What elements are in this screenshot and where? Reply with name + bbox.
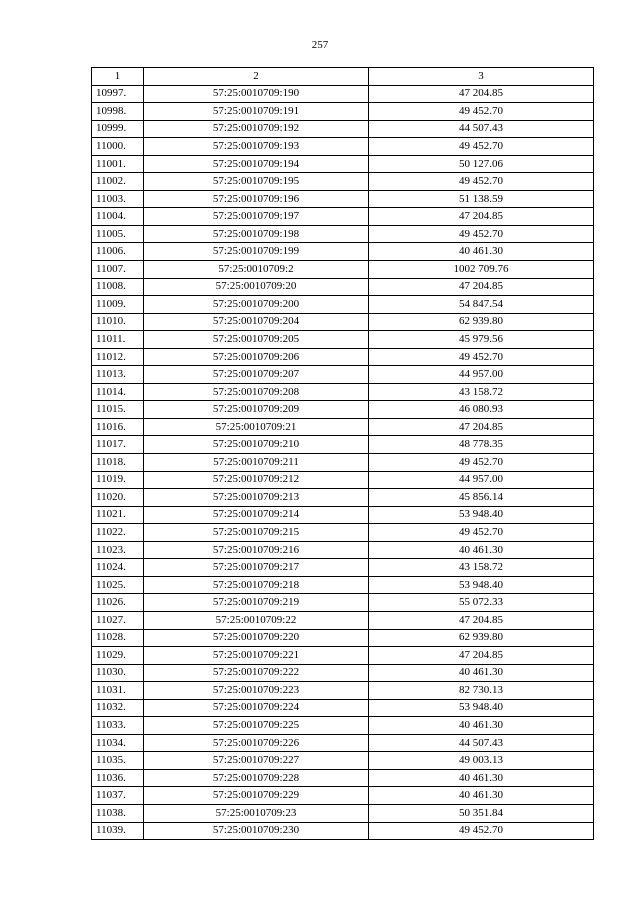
cadastral-number-cell: 57:25:0010709:214 xyxy=(144,506,369,524)
table-row xyxy=(92,717,594,735)
value-cell: 45 979.56 xyxy=(369,331,594,349)
cadastral-number-cell: 57:25:0010709:200 xyxy=(144,296,369,314)
cadastral-number-cell: 57:25:0010709:211 xyxy=(144,454,369,472)
value-cell: 47 204.85 xyxy=(369,647,594,665)
value-cell: 53 948.40 xyxy=(369,506,594,524)
cadastral-number-cell: 57:25:0010709:191 xyxy=(144,103,369,121)
row-number-cell: 11037. xyxy=(92,787,144,805)
value-cell: 49 452.70 xyxy=(369,225,594,243)
table-row xyxy=(92,769,594,787)
table-row xyxy=(92,155,594,173)
row-number-cell: 11038. xyxy=(92,804,144,822)
table-row xyxy=(92,313,594,331)
row-number-cell: 11021. xyxy=(92,506,144,524)
row-number-cell: 11020. xyxy=(92,489,144,507)
table-row xyxy=(92,243,594,261)
table-row xyxy=(92,699,594,717)
value-cell: 62 939.80 xyxy=(369,313,594,331)
table-row xyxy=(92,261,594,279)
row-number-cell: 11032. xyxy=(92,699,144,717)
value-cell: 49 452.70 xyxy=(369,524,594,542)
table-row xyxy=(92,471,594,489)
value-cell: 40 461.30 xyxy=(369,664,594,682)
row-number-cell: 11027. xyxy=(92,611,144,629)
value-cell: 49 452.70 xyxy=(369,173,594,191)
row-number-cell: 11022. xyxy=(92,524,144,542)
table-row xyxy=(92,611,594,629)
table-header-row xyxy=(92,68,594,86)
data-table xyxy=(91,67,594,840)
table-row xyxy=(92,664,594,682)
cadastral-number-cell: 57:25:0010709:195 xyxy=(144,173,369,191)
table-body xyxy=(92,68,594,840)
table-row xyxy=(92,629,594,647)
cadastral-number-cell: 57:25:0010709:198 xyxy=(144,225,369,243)
cadastral-number-cell: 57:25:0010709:228 xyxy=(144,769,369,787)
value-cell: 50 127.06 xyxy=(369,155,594,173)
row-number-cell: 11026. xyxy=(92,594,144,612)
table-row xyxy=(92,401,594,419)
value-cell: 55 072.33 xyxy=(369,594,594,612)
value-cell: 45 856.14 xyxy=(369,489,594,507)
cadastral-number-cell: 57:25:0010709:223 xyxy=(144,682,369,700)
page-number: 257 xyxy=(311,39,329,51)
cadastral-number-cell: 57:25:0010709:208 xyxy=(144,383,369,401)
column-header-3: 3 xyxy=(369,68,594,86)
cadastral-number-cell: 57:25:0010709:21 xyxy=(144,418,369,436)
row-number-cell: 11015. xyxy=(92,401,144,419)
value-cell: 82 730.13 xyxy=(369,682,594,700)
row-number-cell: 11007. xyxy=(92,261,144,279)
row-number-cell: 11019. xyxy=(92,471,144,489)
table-row xyxy=(92,822,594,840)
cadastral-number-cell: 57:25:0010709:220 xyxy=(144,629,369,647)
cadastral-number-cell: 57:25:0010709:221 xyxy=(144,647,369,665)
row-number-cell: 11028. xyxy=(92,629,144,647)
cadastral-number-cell: 57:25:0010709:192 xyxy=(144,120,369,138)
value-cell: 54 847.54 xyxy=(369,296,594,314)
table-row xyxy=(92,489,594,507)
row-number-cell: 11013. xyxy=(92,366,144,384)
table-row xyxy=(92,734,594,752)
cadastral-number-cell: 57:25:0010709:205 xyxy=(144,331,369,349)
value-cell: 44 957.00 xyxy=(369,366,594,384)
cadastral-number-cell: 57:25:0010709:193 xyxy=(144,138,369,156)
value-cell: 44 507.43 xyxy=(369,120,594,138)
row-number-cell: 11002. xyxy=(92,173,144,191)
value-cell: 43 158.72 xyxy=(369,383,594,401)
value-cell: 47 204.85 xyxy=(369,278,594,296)
value-cell: 51 138.59 xyxy=(369,190,594,208)
value-cell: 44 507.43 xyxy=(369,734,594,752)
row-number-cell: 10999. xyxy=(92,120,144,138)
cadastral-number-cell: 57:25:0010709:196 xyxy=(144,190,369,208)
value-cell: 49 452.70 xyxy=(369,454,594,472)
row-number-cell: 11010. xyxy=(92,313,144,331)
cadastral-number-cell: 57:25:0010709:218 xyxy=(144,576,369,594)
row-number-cell: 11008. xyxy=(92,278,144,296)
table-row xyxy=(92,454,594,472)
row-number-cell: 11016. xyxy=(92,418,144,436)
value-cell: 49 452.70 xyxy=(369,822,594,840)
value-cell: 49 003.13 xyxy=(369,752,594,770)
table-row xyxy=(92,225,594,243)
value-cell: 53 948.40 xyxy=(369,699,594,717)
row-number-cell: 11031. xyxy=(92,682,144,700)
row-number-cell: 11017. xyxy=(92,436,144,454)
table-row xyxy=(92,752,594,770)
table-row xyxy=(92,594,594,612)
table-row xyxy=(92,190,594,208)
value-cell: 53 948.40 xyxy=(369,576,594,594)
cadastral-number-cell: 57:25:0010709:229 xyxy=(144,787,369,805)
row-number-cell: 11005. xyxy=(92,225,144,243)
cadastral-number-cell: 57:25:0010709:206 xyxy=(144,348,369,366)
cadastral-number-cell: 57:25:0010709:224 xyxy=(144,699,369,717)
cadastral-number-cell: 57:25:0010709:230 xyxy=(144,822,369,840)
row-number-cell: 11003. xyxy=(92,190,144,208)
row-number-cell: 11033. xyxy=(92,717,144,735)
cadastral-number-cell: 57:25:0010709:210 xyxy=(144,436,369,454)
cadastral-number-cell: 57:25:0010709:215 xyxy=(144,524,369,542)
row-number-cell: 11030. xyxy=(92,664,144,682)
cadastral-number-cell: 57:25:0010709:219 xyxy=(144,594,369,612)
cadastral-number-cell: 57:25:0010709:225 xyxy=(144,717,369,735)
cadastral-number-cell: 57:25:0010709:22 xyxy=(144,611,369,629)
table-row xyxy=(92,138,594,156)
row-number-cell: 11024. xyxy=(92,559,144,577)
table-row xyxy=(92,576,594,594)
cadastral-number-cell: 57:25:0010709:197 xyxy=(144,208,369,226)
row-number-cell: 11001. xyxy=(92,155,144,173)
value-cell: 40 461.30 xyxy=(369,787,594,805)
table-row xyxy=(92,383,594,401)
value-cell: 43 158.72 xyxy=(369,559,594,577)
table-row xyxy=(92,120,594,138)
cadastral-number-cell: 57:25:0010709:23 xyxy=(144,804,369,822)
value-cell: 47 204.85 xyxy=(369,85,594,103)
value-cell: 48 778.35 xyxy=(369,436,594,454)
table-row xyxy=(92,506,594,524)
value-cell: 40 461.30 xyxy=(369,717,594,735)
row-number-cell: 11036. xyxy=(92,769,144,787)
table-row xyxy=(92,296,594,314)
cadastral-number-cell: 57:25:0010709:204 xyxy=(144,313,369,331)
value-cell: 49 452.70 xyxy=(369,103,594,121)
row-number-cell: 11006. xyxy=(92,243,144,261)
value-cell: 40 461.30 xyxy=(369,243,594,261)
value-cell: 47 204.85 xyxy=(369,611,594,629)
row-number-cell: 11012. xyxy=(92,348,144,366)
row-number-cell: 11035. xyxy=(92,752,144,770)
table-row xyxy=(92,348,594,366)
cadastral-number-cell: 57:25:0010709:226 xyxy=(144,734,369,752)
row-number-cell: 11023. xyxy=(92,541,144,559)
column-header-1: 1 xyxy=(92,68,144,86)
column-header-2: 2 xyxy=(144,68,369,86)
value-cell: 62 939.80 xyxy=(369,629,594,647)
value-cell: 46 080.93 xyxy=(369,401,594,419)
value-cell: 47 204.85 xyxy=(369,208,594,226)
value-cell: 44 957.00 xyxy=(369,471,594,489)
value-cell: 49 452.70 xyxy=(369,348,594,366)
cadastral-number-cell: 57:25:0010709:190 xyxy=(144,85,369,103)
cadastral-number-cell: 57:25:0010709:207 xyxy=(144,366,369,384)
table-row xyxy=(92,541,594,559)
cadastral-number-cell: 57:25:0010709:222 xyxy=(144,664,369,682)
row-number-cell: 11039. xyxy=(92,822,144,840)
table-row xyxy=(92,647,594,665)
table-row xyxy=(92,418,594,436)
cadastral-number-cell: 57:25:0010709:212 xyxy=(144,471,369,489)
value-cell: 47 204.85 xyxy=(369,418,594,436)
value-cell: 49 452.70 xyxy=(369,138,594,156)
value-cell: 40 461.30 xyxy=(369,769,594,787)
row-number-cell: 11034. xyxy=(92,734,144,752)
cadastral-number-cell: 57:25:0010709:227 xyxy=(144,752,369,770)
table-row xyxy=(92,366,594,384)
row-number-cell: 11014. xyxy=(92,383,144,401)
table-row xyxy=(92,559,594,577)
table-row xyxy=(92,103,594,121)
value-cell: 1002 709.76 xyxy=(369,261,594,279)
cadastral-number-cell: 57:25:0010709:194 xyxy=(144,155,369,173)
row-number-cell: 11011. xyxy=(92,331,144,349)
row-number-cell: 11025. xyxy=(92,576,144,594)
row-number-cell: 11029. xyxy=(92,647,144,665)
table-row xyxy=(92,682,594,700)
cadastral-number-cell: 57:25:0010709:209 xyxy=(144,401,369,419)
row-number-cell: 11018. xyxy=(92,454,144,472)
row-number-cell: 10997. xyxy=(92,85,144,103)
cadastral-number-cell: 57:25:0010709:216 xyxy=(144,541,369,559)
value-cell: 50 351.84 xyxy=(369,804,594,822)
table-row xyxy=(92,173,594,191)
row-number-cell: 10998. xyxy=(92,103,144,121)
table-row xyxy=(92,804,594,822)
cadastral-number-cell: 57:25:0010709:20 xyxy=(144,278,369,296)
row-number-cell: 11004. xyxy=(92,208,144,226)
cadastral-number-cell: 57:25:0010709:213 xyxy=(144,489,369,507)
table-row xyxy=(92,208,594,226)
cadastral-number-cell: 57:25:0010709:217 xyxy=(144,559,369,577)
table-row xyxy=(92,787,594,805)
value-cell: 40 461.30 xyxy=(369,541,594,559)
table-row xyxy=(92,524,594,542)
cadastral-number-cell: 57:25:0010709:199 xyxy=(144,243,369,261)
table-row xyxy=(92,278,594,296)
row-number-cell: 11000. xyxy=(92,138,144,156)
table-row xyxy=(92,331,594,349)
table-row xyxy=(92,436,594,454)
cadastral-number-cell: 57:25:0010709:2 xyxy=(144,261,369,279)
row-number-cell: 11009. xyxy=(92,296,144,314)
table-row xyxy=(92,85,594,103)
